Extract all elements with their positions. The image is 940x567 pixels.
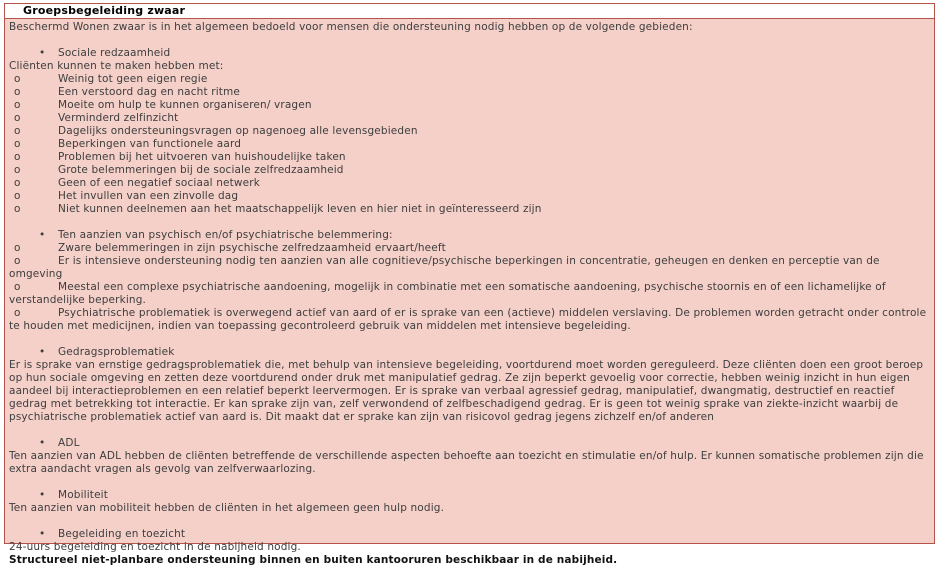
bullet-icon: • xyxy=(39,528,46,540)
section-bullet-label: Gedragsproblematiek xyxy=(58,346,175,358)
sub-bullet-icon: o xyxy=(14,138,21,150)
sub-bullet-icon: o xyxy=(14,177,21,189)
bold-closing-line: Structureel niet-planbare ondersteuning binnen en buiten kantooruren beschikbaar in de nabijheid. xyxy=(9,554,618,566)
section-lead: Cliënten kunnen te maken hebben met: xyxy=(9,60,224,72)
sub-bullet-icon: o xyxy=(14,255,21,267)
sub-bullet-text: Weinig tot geen eigen regie xyxy=(58,73,208,85)
sub-bullet-text: Grote belemmeringen bij de sociale zelfredzaamheid xyxy=(58,164,344,176)
bullet-icon: • xyxy=(39,489,46,501)
sub-bullet-text: Geen of een negatief sociaal netwerk xyxy=(58,177,260,189)
sub-bullet-item xyxy=(9,242,928,255)
section-bullet-label: Ten aanzien van psychisch en/of psychiatrische belemmering: xyxy=(58,229,393,241)
section-bullet-line xyxy=(9,47,928,60)
sub-bullet-text: Er is intensieve ondersteuning nodig ten aanzien van alle cognitieve/psychische beperkingen in concentratie, geheugen en denken en perceptie van de omgeving xyxy=(9,255,880,280)
section-bullet-label: Mobiliteit xyxy=(58,489,109,501)
sub-bullet-text: Zware belemmeringen in zijn psychische zelfredzaamheid ervaart/heeft xyxy=(58,242,446,254)
bullet-icon: • xyxy=(39,47,46,59)
blank-line xyxy=(9,515,928,528)
sub-bullet-text: Beperkingen van functionele aard xyxy=(58,138,242,150)
sub-bullet-text: Moeite om hulp te kunnen organiseren/ vragen xyxy=(58,99,312,111)
sub-bullet-icon: o xyxy=(14,86,21,98)
sub-bullet-icon: o xyxy=(14,190,21,202)
sub-bullet-icon: o xyxy=(14,73,21,85)
sub-bullet-item xyxy=(9,177,928,190)
sub-bullet-icon: o xyxy=(14,307,21,319)
sections-container xyxy=(9,34,928,567)
sub-bullet-item xyxy=(9,125,928,138)
section-paragraph: Ten aanzien van mobiliteit hebben de cliënten in het algemeen geen hulp nodig. xyxy=(9,502,445,514)
sub-bullet-icon: o xyxy=(14,125,21,137)
section-bullet-label: ADL xyxy=(58,437,80,449)
sub-bullet-text: Meestal een complexe psychiatrische aandoening, mogelijk in combinatie met een somatische aandoening, psychische stoornis en of een lichamelijke of verstandelijke beperking. xyxy=(9,281,886,306)
section-paragraph: Ten aanzien van ADL hebben de cliënten betreffende de verschillende aspecten behoefte aan toezicht en stimulatie en/of hulp. Er kunnen somatische problemen zijn die extra aandacht vragen als gevolg van zelfverwaarlozing. xyxy=(9,450,924,475)
sub-bullet-text: Niet kunnen deelnemen aan het maatschappelijk leven en hier niet in geïnteresseerd zijn xyxy=(58,203,542,215)
sub-bullet-text: Het invullen van een zinvolle dag xyxy=(58,190,239,202)
sub-bullet-icon: o xyxy=(14,151,21,163)
section-paragraph: 24-uurs begeleiding en toezicht in de nabijheid nodig. xyxy=(9,541,301,553)
sub-bullet-item xyxy=(9,281,928,307)
page-title: Groepsbegeleiding zwaar xyxy=(23,4,186,17)
sub-bullet-icon: o xyxy=(14,242,21,254)
table-body-cell xyxy=(5,19,934,567)
sub-bullet-icon: o xyxy=(14,203,21,215)
sub-bullet-item xyxy=(9,73,928,86)
sub-bullet-icon: o xyxy=(14,112,21,124)
sub-bullet-item xyxy=(9,307,928,333)
sub-bullet-item xyxy=(9,164,928,177)
sub-bullet-item xyxy=(9,138,928,151)
blank-line xyxy=(9,424,928,437)
section-bullet-label: Begeleiding en toezicht xyxy=(58,528,186,540)
sub-bullet-text: Een verstoord dag en nacht ritme xyxy=(58,86,241,98)
section-bullet-line xyxy=(9,437,928,450)
blank-line xyxy=(9,34,928,47)
blank-line xyxy=(9,476,928,489)
intro-paragraph: Beschermd Wonen zwaar is in het algemeen bedoeld voor mensen die ondersteuning nodig hebben op de volgende gebieden: xyxy=(9,21,693,33)
section-bullet-line xyxy=(9,528,928,541)
sub-bullet-icon: o xyxy=(14,99,21,111)
section-paragraph: Er is sprake van ernstige gedragsproblematiek die, met behulp van intensieve begeleiding, voortdurend moet worden gereguleerd. Deze cliënten doen een groot beroep op hun sociale omgeving en zetten deze voortdurend onder druk met manipulatief gedrag. Ze zijn beperkt gevoelig voor correctie, hebben weinig inzicht in hun eigen aandeel bij interactieproblemen en een relatief beperkt leervermogen. Er is sprake van verbaal agressief gedrag, manipulatief, dwangmatig, destructief en reactief gedrag met betrekking tot interactie. Er kan sprake zijn van, zelf verwondend of zelfbeschadigend gedrag. Er is geen tot weinig sprake van ziekte-inzicht waarbij de psychiatrische problematiek actief van aard is. Dit maakt dat er sprake kan zijn van risicovol gedrag jegens zichzelf en/of anderen xyxy=(9,359,924,423)
bullet-icon: • xyxy=(39,229,46,241)
section-bullet-label: Sociale redzaamheid xyxy=(58,47,171,59)
sub-bullet-text: Dagelijks ondersteuningsvragen op nagenoeg alle levensgebieden xyxy=(58,125,418,137)
blank-line xyxy=(9,216,928,229)
sub-bullet-text: Verminderd zelfinzicht xyxy=(58,112,179,124)
bullet-icon: • xyxy=(39,346,46,358)
sub-bullet-text: Psychiatrische problematiek is overwegend actief van aard of er is sprake van een (actieve) middelen verslaving. De problemen worden getracht onder controle te houden met medicijnen, indien van toepassing gecontroleerd gebruik van middelen met intensieve begeleiding. xyxy=(9,307,927,332)
section-bullet-line xyxy=(9,346,928,359)
document-table xyxy=(4,3,935,566)
sub-bullet-icon: o xyxy=(14,281,21,293)
sub-bullet-item xyxy=(9,86,928,99)
section-bullet-line xyxy=(9,489,928,502)
bullet-icon: • xyxy=(39,437,46,449)
sub-bullet-text: Problemen bij het uitvoeren van huishoudelijke taken xyxy=(58,151,346,163)
table-header-row xyxy=(5,4,934,19)
sub-bullet-icon: o xyxy=(14,164,21,176)
blank-line xyxy=(9,333,928,346)
sub-bullet-item xyxy=(9,203,928,216)
sub-bullet-item xyxy=(9,151,928,164)
sub-bullet-item xyxy=(9,99,928,112)
sub-bullet-item xyxy=(9,112,928,125)
sub-bullet-item xyxy=(9,255,928,281)
sub-bullet-item xyxy=(9,190,928,203)
section-bullet-line xyxy=(9,229,928,242)
